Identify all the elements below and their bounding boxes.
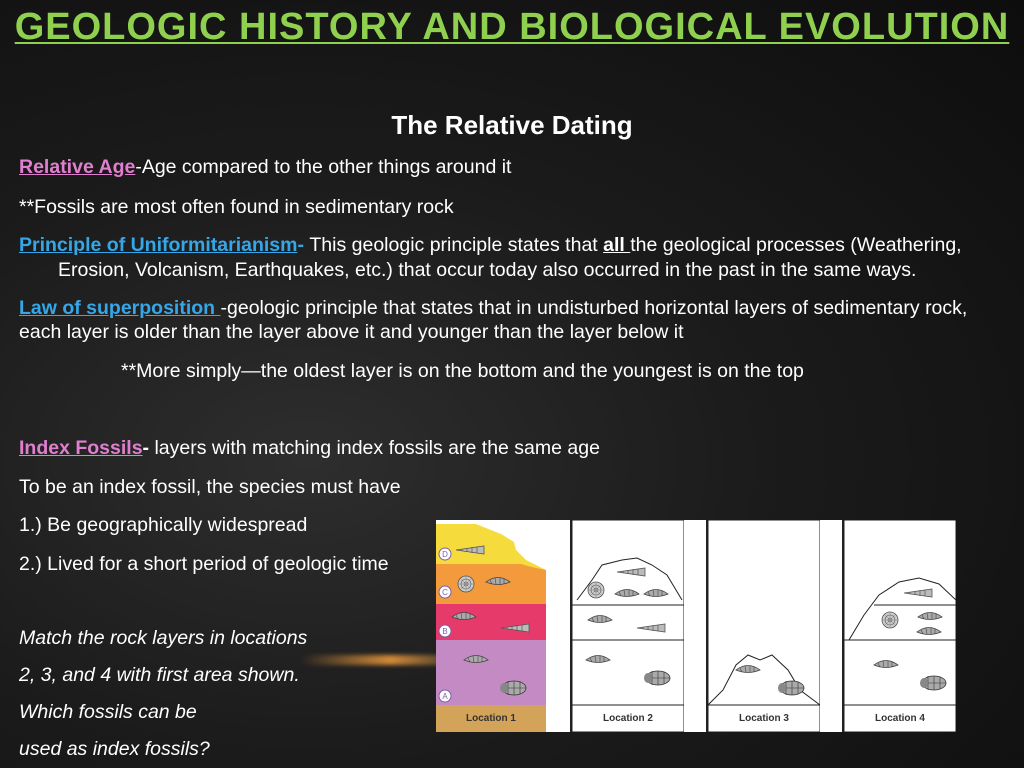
relative-age-term: Relative Age bbox=[19, 156, 136, 178]
rock-layers-figure bbox=[436, 520, 956, 732]
uniformitarianism-all: all bbox=[603, 234, 631, 256]
relative-age-definition: -Age compared to the other things around it bbox=[135, 156, 512, 178]
index-requirement-2: 2.) Lived for a short period of geologic time bbox=[19, 553, 389, 575]
uniformitarianism-dash: - bbox=[297, 234, 310, 256]
uniformitarianism-line2: Erosion, Volcanism, Earthquakes, etc.) that occur today also occurred in the past in the same ways. bbox=[58, 259, 917, 281]
index-fossils-line bbox=[19, 436, 600, 460]
uniformitarianism-def-b: the geological processes (Weathering, bbox=[630, 234, 962, 256]
location-4-column bbox=[844, 520, 956, 732]
index-intro: To be an index fossil, the species must have bbox=[19, 476, 401, 498]
question-line-1: Match the rock layers in locations bbox=[19, 627, 308, 649]
superposition-line bbox=[19, 296, 967, 320]
rock-layers-diagram bbox=[436, 520, 956, 732]
location-4-label: Location 4 bbox=[874, 713, 926, 724]
index-fossils-definition: layers with matching index fossils are the same age bbox=[154, 437, 600, 459]
superposition-simple: **More simply—the oldest layer is on the bottom and the youngest is on the top bbox=[121, 360, 804, 382]
uniformitarianism-def-a: This geologic principle states that bbox=[309, 234, 604, 256]
decorative-glow bbox=[300, 655, 450, 665]
superposition-definition: -geologic principle that states that in undisturbed horizontal layers of sedimentary rock, bbox=[220, 297, 968, 319]
uniformitarianism-line bbox=[19, 233, 962, 257]
layer-label-c: C bbox=[442, 588, 448, 597]
layer-label-a: A bbox=[442, 692, 448, 701]
question-line-3: Which fossils can be bbox=[19, 701, 197, 723]
location-3-label: Location 3 bbox=[738, 713, 790, 724]
question-line-4: used as index fossils? bbox=[19, 738, 210, 760]
fossils-note: **Fossils are most often found in sedimentary rock bbox=[19, 196, 454, 218]
location-1-label: Location 1 bbox=[465, 713, 517, 724]
uniformitarianism-term: Principle of Uniformitarianism bbox=[19, 234, 298, 256]
location-3-column bbox=[708, 520, 820, 732]
relative-age-line bbox=[19, 155, 511, 179]
question-line-2: 2, 3, and 4 with first area shown. bbox=[19, 664, 300, 686]
superposition-line2: each layer is older than the layer above it and younger than the layer below it bbox=[19, 321, 684, 343]
slide-subtitle: The Relative Dating bbox=[391, 110, 633, 140]
superposition-term: Law of superposition bbox=[19, 297, 221, 319]
location-2-column bbox=[572, 520, 684, 732]
location-1-column bbox=[436, 524, 546, 732]
index-requirement-1: 1.) Be geographically widespread bbox=[19, 514, 308, 536]
location-2-label: Location 2 bbox=[602, 713, 654, 724]
layer-label-d: D bbox=[442, 550, 448, 559]
index-fossils-dash: - bbox=[142, 437, 155, 459]
index-fossils-term: Index Fossils bbox=[19, 437, 143, 459]
slide-title: GEOLOGIC HISTORY AND BIOLOGICAL EVOLUTION bbox=[14, 6, 1010, 48]
layer-label-b: B bbox=[442, 627, 448, 636]
